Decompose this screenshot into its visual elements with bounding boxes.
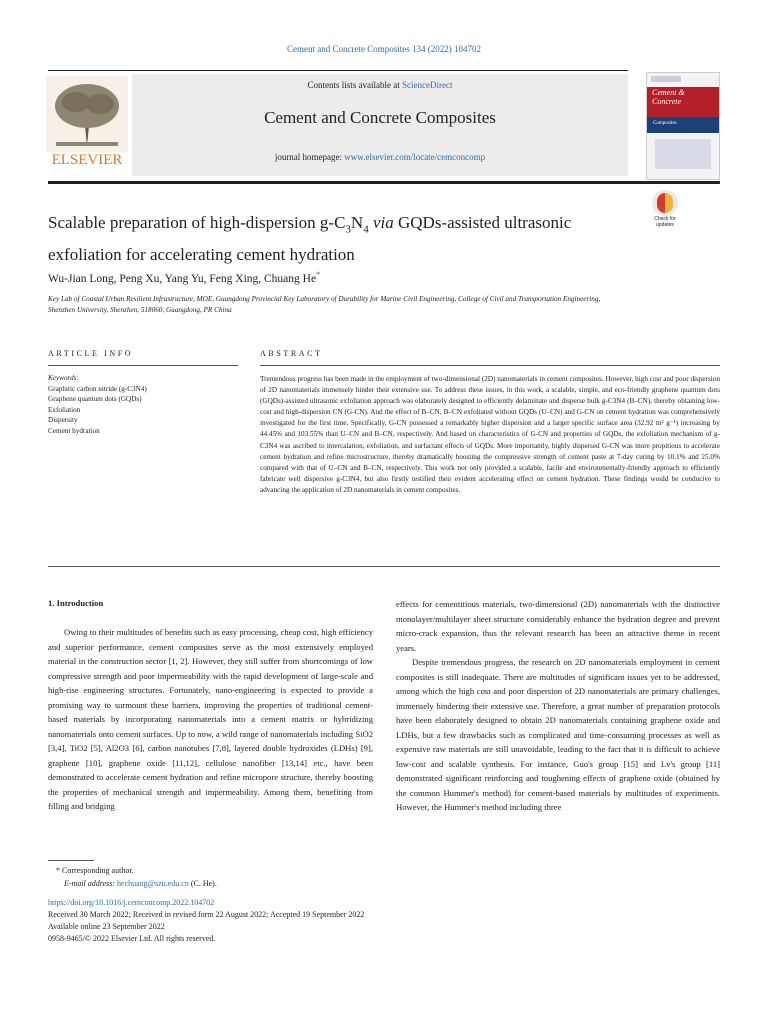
journal-name: Cement and Concrete Composites — [264, 108, 496, 127]
header-top-rule — [48, 70, 628, 71]
title-via: via — [372, 213, 394, 232]
body-column-right — [396, 597, 720, 815]
email-suffix: (C. He). — [188, 879, 217, 888]
homepage-link[interactable]: www.elsevier.com/locate/cemconcomp — [344, 152, 486, 162]
corresponding-author-note: * Corresponding author. — [56, 866, 134, 875]
keyword-item: Exfoliation — [48, 405, 81, 414]
footnote-rule — [48, 860, 94, 861]
publisher-wordmark: ELSEVIER — [51, 152, 123, 168]
sciencedirect-link[interactable]: ScienceDirect — [402, 80, 453, 90]
cover-top-strip — [651, 76, 681, 82]
check-updates-label-1: Check for — [654, 216, 676, 222]
homepage-line — [132, 152, 628, 162]
article-info-heading: ARTICLE INFO — [48, 349, 134, 358]
corresponding-author-mark[interactable]: * — [316, 270, 321, 279]
contents-line — [132, 80, 628, 90]
title-part-1: Scalable preparation of high-dispersion g-C — [48, 213, 346, 232]
cover-title-line-2: Concrete — [652, 97, 682, 106]
check-for-updates-button[interactable] — [648, 190, 682, 230]
abstract-rule — [260, 365, 720, 366]
cover-subtitle: Composites — [653, 121, 677, 126]
copyright: 0958-9465/© 2022 Elsevier Ltd. All rights reserved. — [48, 934, 216, 943]
email-link[interactable]: hechuang@szu.edu.cn — [117, 879, 189, 888]
keyword-item: Cement hydration — [48, 426, 100, 435]
affiliation: Key Lab of Coastal Urban Resilient Infrastructure, MOE, Guangdong Provincial Key Laboratory of Durability for Marine Civil Engineering, College of Civil and Transportation Engineering, Shenzhen University, Shenzhen, 518060, Guangdong, PR China — [48, 295, 601, 314]
abstract-heading: ABSTRACT — [260, 349, 323, 358]
intro-paragraph-2: Despite tremendous progress, the research on 2D nanomaterials employment in cement composites is still inadequate. There are multitudes of significant issues yet to be addressed, among which the high cost and poor dispersion of 2D nanomaterials are primary challenges, immensely hindering their extensive use. Therefore, a great number of preparation protocols have been elaborately designed to obtain 2D nanomaterials containing graphene oxide and LDHs, but a few drawbacks such as complicated and time-consuming processes as well as expensive raw materials are still unavoidable, leading to the fact that it is difficult to achieve low-cost and scalable synthesis. For instance, Guo's group [15] and Lv's group [11] demonstrated significant reinforcing and toughening effects of graphene oxide (obtained by the common Hummer's method) for cement-based materials by multitudes of experiments. However, the Hummer's method including three — [396, 657, 720, 812]
email-note — [48, 877, 448, 890]
keywords-block — [48, 373, 238, 436]
title-subscript-1: 3 — [345, 223, 351, 236]
available-online: Available online 23 September 2022 — [48, 922, 165, 931]
cover-image — [655, 139, 711, 169]
received-dates: Received 30 March 2022; Received in revised form 22 August 2022; Accepted 19 September 2022 — [48, 910, 365, 919]
journal-reference[interactable]: Cement and Concrete Composites 134 (2022) 104702 — [287, 44, 481, 54]
header-bottom-rule — [48, 181, 720, 184]
email-label: E-mail address: — [64, 879, 118, 888]
authors-text: Wu-Jian Long, Peng Xu, Yang Yu, Feng Xing, Chuang He — [48, 272, 317, 285]
body-column-left — [48, 625, 373, 814]
doi-link[interactable]: https://doi.org/10.1016/j.cemconcomp.2022.104702 — [48, 898, 215, 907]
title-part-3: GQDs-assisted ultrasonic exfoliation for accelerating cement hydration — [48, 213, 572, 265]
keyword-item: Graphene quantum dots (GQDs) — [48, 395, 142, 403]
keyword-item: Dispersity — [48, 416, 78, 424]
body-separator-rule — [48, 566, 720, 567]
article-title — [48, 210, 618, 267]
abstract-text: Tremendous progress has been made in the employment of two-dimensional (2D) nanomaterials in cement composites. However, high cost and poor dispersion of 2D nanomaterials immensely hinder their extensive use. To address these issues, in this work, a scalable, simple, and eco-friendly graphene quantum dots (GQDs)-assisted ultrasonic exfoliation approach was elaborately designed to efficiently delaminate and disperse bulk g-C3N4 (B–CN), thereby obtaining low-cost and high-dispersion CN (G-CN). And the effect of B–CN, B–CN exfoliated without GQDs (U–CN) and G-CN on cement hydration was comprehensively investigated for the first time. Specifically, G-CN possessed a remarkably higher dispersion and a larger specific surface area (32.92 m² g⁻¹) increasing by 44.45% and 103.55% than U–CN and B–CN, respectively. And based on characteristics of G-CN and properties of GQDs, the exfoliation mechanism of g-C3N4 was ascribed to intercalation, exfoliation, and surfactant effects of GQDs. More importantly, highly dispersed G-CN was more propitious to accelerate cement hydration and refine microstructure, thereby dramatically boosting the compressive strength of cement paste at 7-day curing by 10.1% and 25.0% compared with that of U–CN and B–CN, respectively. This work not only provided a scalable, facile and environmentally-friendly approach to efficiently fabricate well dispersive g-C3N4, but also firstly testified their evident accelerating effect on cement hydration. These findings would be conducive to advancing the application of 2D nanomaterials in cement composites. — [260, 375, 720, 494]
homepage-prefix: journal homepage: — [274, 152, 345, 162]
article-metadata — [48, 897, 648, 945]
check-updates-icon — [652, 190, 678, 216]
footnotes — [48, 864, 448, 890]
keywords-label: Keywords: — [48, 374, 79, 382]
check-updates-label-2: updates — [656, 222, 674, 228]
intro-paragraph-1-continued: effects for cementitious materials, two-dimensional (2D) nanomaterials with the distinctive monolayer/multilayer sheet structure considerably enhance the hydration degree and prevent micro-crack expansion, thus the relevant research has been an attractive theme in recent years. — [396, 599, 720, 653]
contents-prefix: Contents lists available at — [307, 80, 402, 90]
section-heading-introduction: 1. Introduction — [48, 598, 104, 608]
title-part-2: N — [350, 213, 364, 232]
elsevier-tree-icon — [46, 76, 128, 168]
title-subscript-2: 4 — [363, 223, 369, 236]
intro-paragraph-1: Owing to their multitudes of benefits such as easy processing, cheap cost, high efficiency and superior performance, cement composites serve as the most extensively employed material in the construction sector [1, 2]. However, they still suffer from shortcomings of low compressive strength and poor impermeability with the rapid development of large-scale and high-rise engineering structures. Fortunately, nano-engineering is expected to provide a promising way to surmount these barriers, improving the properties of traditional cement-based materials by incorporating nanomaterials into a cement matrix or hybridizing nanomaterials onto cement surfaces. Up to now, a wild range of nanomaterials including SiO2 [3,4], TiO2 [5], Al2O3 [6], carbon nanotubes [7,8], layered double hydroxides (LDHs) [9], graphene [10], graphene oxide [11,12], cellulose nanofiber [13,14] etc., have been demonstrated to accelerate cement hydration and refine micropore structure, thereby boosting the properties of mechanical strength and impermeability. Among them, benefiting from filling and bridging — [48, 627, 373, 811]
journal-cover-thumbnail[interactable] — [646, 72, 720, 180]
article-info-rule — [48, 365, 238, 366]
elsevier-logo — [46, 76, 128, 168]
author-list — [48, 270, 320, 285]
cover-title-line-1: Cement & — [652, 88, 685, 97]
keyword-item: Graphitic carbon nitride (g-C3N4) — [48, 384, 147, 393]
